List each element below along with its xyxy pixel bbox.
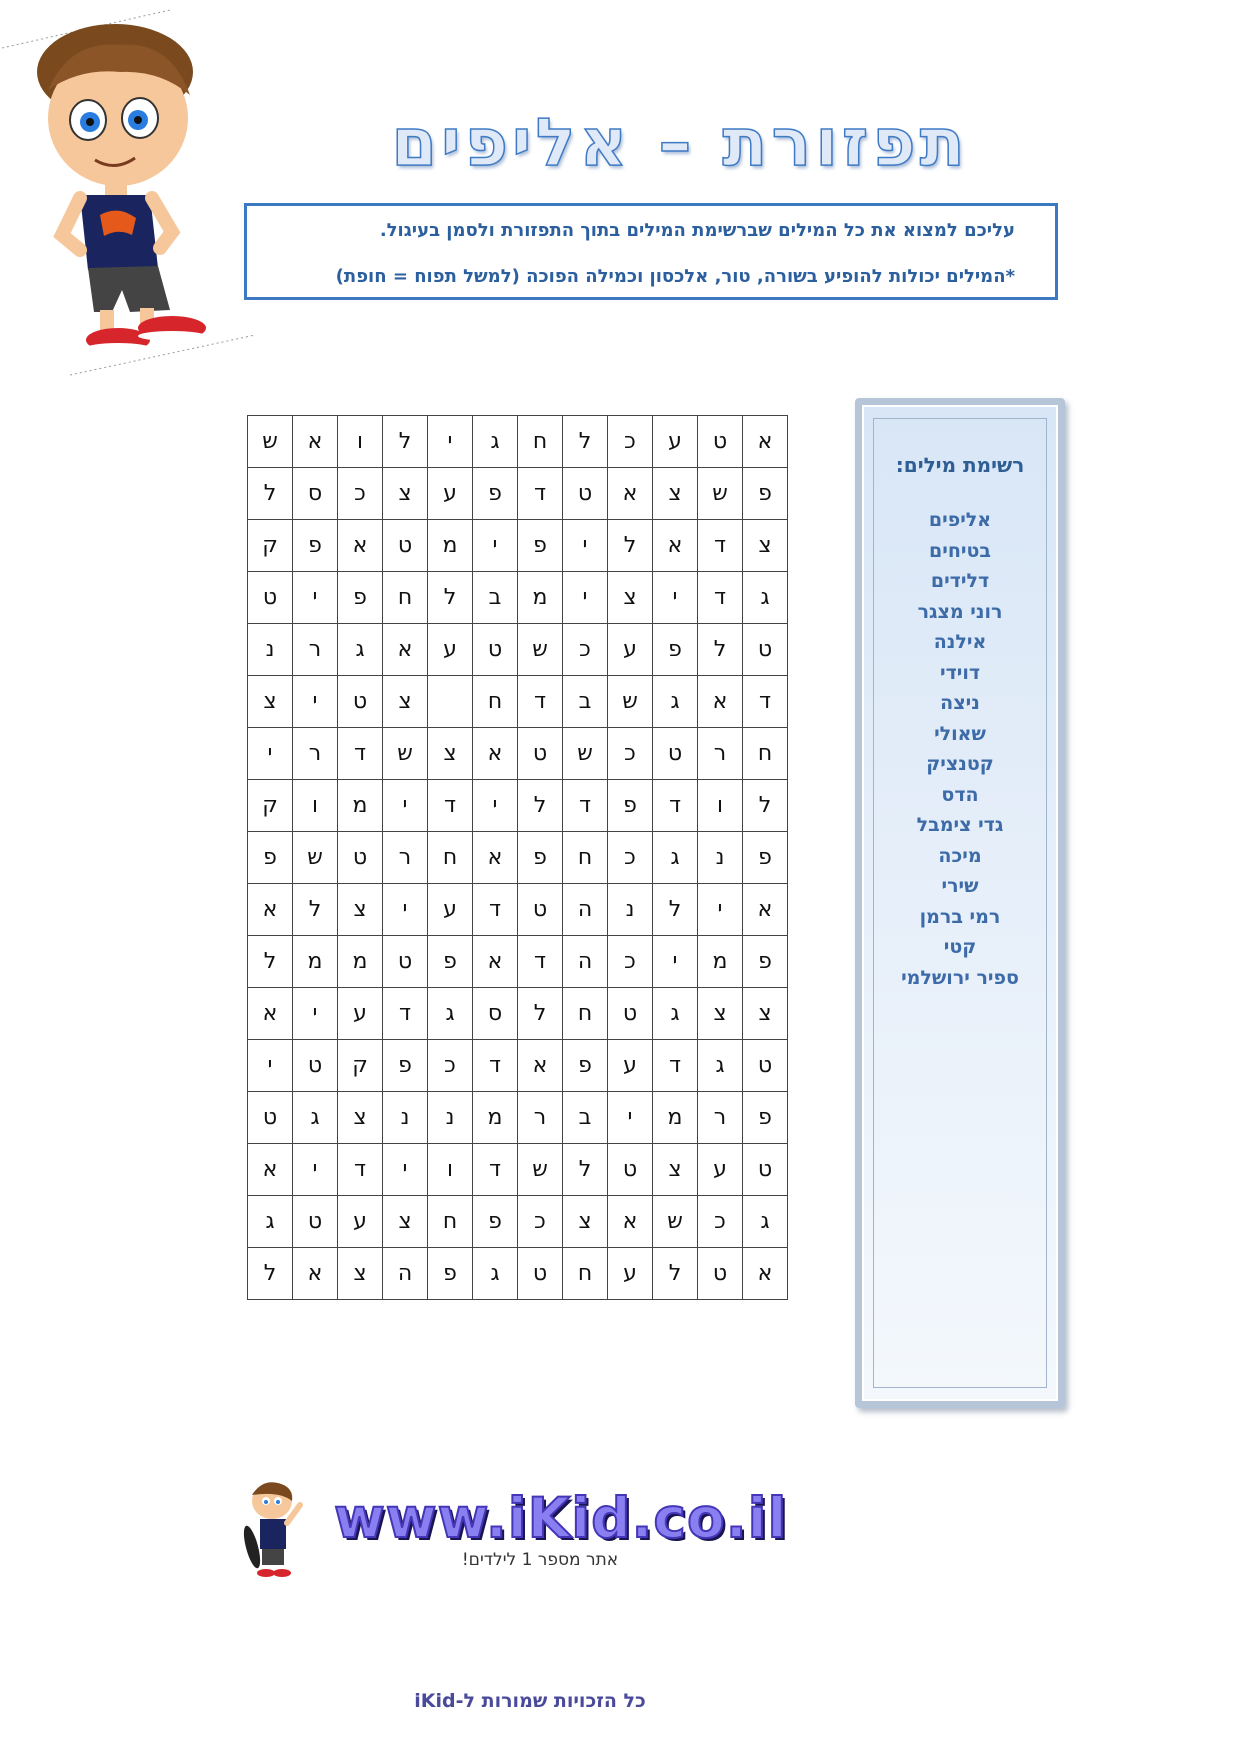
grid-cell[interactable]: ט [248, 1092, 293, 1144]
grid-cell[interactable]: ט [743, 1040, 788, 1092]
grid-cell[interactable]: א [293, 1248, 338, 1300]
grid-cell[interactable]: ח [428, 1196, 473, 1248]
grid-row [248, 728, 788, 780]
grid-cell[interactable]: ע [653, 416, 698, 468]
word-list-item: ניצה [940, 692, 980, 714]
grid-cell[interactable]: ו [293, 780, 338, 832]
grid-cell[interactable]: צ [383, 468, 428, 520]
grid-cell[interactable]: ה [383, 1248, 428, 1300]
grid-cell[interactable]: פ [563, 1040, 608, 1092]
grid-cell[interactable]: פ [518, 832, 563, 884]
instructions-box [244, 203, 1058, 300]
grid-cell[interactable]: ט [338, 676, 383, 728]
grid-cell[interactable]: ל [248, 468, 293, 520]
grid-cell[interactable]: ד [338, 1144, 383, 1196]
grid-cell[interactable]: ל [248, 1248, 293, 1300]
word-list-item: שאולי [934, 722, 986, 745]
grid-cell[interactable]: א [698, 676, 743, 728]
grid-cell[interactable]: ד [473, 1144, 518, 1196]
grid-cell[interactable]: כ [563, 624, 608, 676]
grid-cell[interactable]: כ [608, 728, 653, 780]
grid-cell[interactable]: ב [563, 676, 608, 728]
grid-cell[interactable]: ר [518, 1092, 563, 1144]
grid-cell[interactable]: פ [608, 780, 653, 832]
word-list-item: דוידי [939, 661, 981, 684]
grid-cell[interactable]: י [698, 884, 743, 936]
grid-cell[interactable]: ש [608, 676, 653, 728]
grid-row [248, 572, 788, 624]
page-title: תפזורת – אליפים [391, 104, 969, 181]
grid-cell[interactable]: ד [473, 1040, 518, 1092]
grid-cell[interactable]: ש [518, 1144, 563, 1196]
grid-cell[interactable]: ל [653, 1248, 698, 1300]
grid-cell[interactable]: ש [518, 624, 563, 676]
grid-cell[interactable]: ד [563, 780, 608, 832]
grid-cell[interactable]: פ [383, 1040, 428, 1092]
grid-cell[interactable]: צ [743, 520, 788, 572]
grid-cell[interactable]: ט [608, 1144, 653, 1196]
grid-cell[interactable]: ד [473, 884, 518, 936]
grid-cell[interactable]: כ [608, 832, 653, 884]
grid-row [248, 780, 788, 832]
grid-cell[interactable]: כ [608, 936, 653, 988]
grid-cell[interactable]: ג [653, 988, 698, 1040]
grid-cell[interactable]: ט [293, 1040, 338, 1092]
grid-cell[interactable]: כ [698, 1196, 743, 1248]
grid-cell[interactable]: ג [338, 624, 383, 676]
instruction-line-2: *המילים יכולות להופיע בשורה, טור, אלכסון וכמילה הפוכה (למשל תפוח = חופת) [335, 266, 1015, 287]
grid-cell[interactable]: צ [338, 1092, 383, 1144]
grid-cell[interactable]: י [428, 416, 473, 468]
grid-cell[interactable]: פ [743, 832, 788, 884]
grid-cell[interactable]: ס [473, 988, 518, 1040]
grid-cell[interactable]: מ [338, 780, 383, 832]
grid-cell[interactable]: ד [653, 1040, 698, 1092]
grid-cell[interactable]: י [293, 1144, 338, 1196]
grid-cell[interactable]: ו [428, 1144, 473, 1196]
word-list-item: אילנה [933, 631, 987, 653]
grid-cell[interactable]: ג [248, 1196, 293, 1248]
grid-cell[interactable]: י [383, 1144, 428, 1196]
grid-cell[interactable]: פ [473, 1196, 518, 1248]
grid-cell[interactable]: י [608, 1092, 653, 1144]
grid-row [248, 1144, 788, 1196]
grid-cell[interactable]: נ [608, 884, 653, 936]
grid-cell[interactable]: ל [518, 780, 563, 832]
grid-cell[interactable]: מ [518, 572, 563, 624]
word-list-item: הדס [941, 783, 979, 806]
grid-cell[interactable]: מ [473, 1092, 518, 1144]
grid-cell[interactable]: א [473, 832, 518, 884]
grid-cell[interactable]: ד [518, 676, 563, 728]
grid-cell[interactable]: ט [248, 572, 293, 624]
boy-illustration [0, 0, 260, 380]
grid-cell[interactable]: א [518, 1040, 563, 1092]
grid-cell[interactable]: ח [383, 572, 428, 624]
grid-row [248, 520, 788, 572]
grid-cell[interactable]: ד [653, 780, 698, 832]
grid-cell[interactable]: א [293, 416, 338, 468]
grid-cell[interactable]: ג [653, 676, 698, 728]
grid-cell[interactable]: י [383, 780, 428, 832]
grid-cell[interactable]: ח [563, 832, 608, 884]
grid-cell[interactable]: ע [608, 1248, 653, 1300]
grid-cell[interactable]: ט [293, 1196, 338, 1248]
grid-cell[interactable]: ח [743, 728, 788, 780]
grid-cell[interactable]: פ [428, 1248, 473, 1300]
grid-cell[interactable]: ד [518, 468, 563, 520]
grid-cell[interactable]: ל [563, 416, 608, 468]
grid-cell[interactable]: צ [608, 572, 653, 624]
grid-cell[interactable]: ד [428, 780, 473, 832]
grid-cell[interactable]: צ [338, 884, 383, 936]
grid-cell[interactable]: ל [608, 520, 653, 572]
grid-cell[interactable]: ג [428, 988, 473, 1040]
grid-cell[interactable]: כ [518, 1196, 563, 1248]
grid-cell[interactable]: ט [518, 728, 563, 780]
grid-row [248, 1040, 788, 1092]
grid-row [248, 676, 788, 728]
word-list-item: מיכה [938, 844, 982, 867]
grid-cell[interactable]: ג [698, 1040, 743, 1092]
grid-cell[interactable]: פ [248, 832, 293, 884]
grid-cell[interactable]: ש [248, 416, 293, 468]
grid-cell[interactable]: צ [563, 1196, 608, 1248]
grid-cell[interactable]: ס [293, 468, 338, 520]
grid-cell[interactable]: צ [653, 468, 698, 520]
grid-cell[interactable]: ד [743, 676, 788, 728]
grid-cell[interactable]: ג [743, 572, 788, 624]
grid-cell[interactable]: ט [518, 1248, 563, 1300]
grid-cell[interactable]: ח [518, 416, 563, 468]
ikid-tagline: אתר מספר 1 לילדים! [461, 1550, 619, 1570]
grid-cell[interactable]: ל [518, 988, 563, 1040]
grid-cell[interactable]: פ [338, 572, 383, 624]
grid-cell[interactable]: א [248, 988, 293, 1040]
grid-row [248, 416, 788, 468]
grid-cell[interactable]: א [653, 520, 698, 572]
grid-cell[interactable]: כ [338, 468, 383, 520]
grid-cell[interactable]: ש [383, 728, 428, 780]
grid-cell[interactable]: ק [248, 780, 293, 832]
word-list-item: שירי [941, 875, 979, 897]
grid-cell[interactable]: ג [653, 832, 698, 884]
grid-cell[interactable]: י [563, 520, 608, 572]
word-list-item: רמי ברמן [919, 905, 1001, 928]
ikid-mascot-icon [232, 1477, 307, 1582]
instruction-line-1: עליכם למצוא את כל המילים שברשימת המילים בתוך התפזורת ולסמן בעיגול. [379, 220, 1015, 241]
grid-cell[interactable]: נ [698, 832, 743, 884]
grid-cell[interactable]: ע [428, 884, 473, 936]
grid-cell[interactable]: צ [743, 988, 788, 1040]
grid-cell[interactable]: ד [383, 988, 428, 1040]
grid-cell[interactable]: ח [563, 988, 608, 1040]
word-list-title: רשימת מילים: [895, 453, 1025, 477]
grid-cell[interactable]: ש [563, 728, 608, 780]
grid-cell[interactable]: ו [338, 416, 383, 468]
grid-cell[interactable]: ל [293, 884, 338, 936]
grid-cell[interactable]: י [473, 520, 518, 572]
grid-cell[interactable]: ח [428, 832, 473, 884]
word-list-panel [855, 398, 1065, 1408]
ikid-logo-text: www.iKid.co.il [334, 1486, 788, 1550]
grid-row [248, 832, 788, 884]
grid-cell[interactable]: ט [698, 1248, 743, 1300]
grid-cell[interactable]: י [293, 676, 338, 728]
word-list-item: קטנציק [926, 753, 994, 775]
grid-cell[interactable]: צ [338, 1248, 383, 1300]
grid-cell[interactable]: פ [473, 468, 518, 520]
grid-cell[interactable]: א [743, 416, 788, 468]
grid-cell[interactable]: י [653, 936, 698, 988]
grid-cell[interactable]: ל [428, 572, 473, 624]
grid-cell[interactable]: ד [518, 936, 563, 988]
grid-cell[interactable]: ל [653, 884, 698, 936]
grid-cell[interactable]: ש [698, 468, 743, 520]
grid-cell[interactable]: ג [473, 1248, 518, 1300]
grid-cell[interactable]: פ [518, 520, 563, 572]
grid-cell[interactable]: י [293, 988, 338, 1040]
grid-row [248, 624, 788, 676]
grid-cell[interactable]: ל [383, 416, 428, 468]
grid-cell[interactable]: כ [608, 416, 653, 468]
grid-cell[interactable]: מ [698, 936, 743, 988]
grid-cell[interactable]: נ [383, 1092, 428, 1144]
grid-cell[interactable]: נ [428, 1092, 473, 1144]
grid-cell[interactable]: ג [473, 416, 518, 468]
grid-cell[interactable]: א [248, 884, 293, 936]
grid-cell[interactable]: מ [293, 936, 338, 988]
grid-cell[interactable]: פ [653, 624, 698, 676]
grid-cell[interactable]: ה [563, 936, 608, 988]
grid-cell[interactable]: ה [563, 884, 608, 936]
grid-cell[interactable]: ע [608, 1040, 653, 1092]
grid-cell[interactable]: מ [653, 1092, 698, 1144]
word-list [862, 505, 1058, 993]
grid-cell[interactable]: צ [698, 988, 743, 1040]
grid-cell[interactable]: ט [653, 728, 698, 780]
grid-cell[interactable]: א [338, 520, 383, 572]
grid-cell[interactable]: ר [293, 624, 338, 676]
grid-cell[interactable]: ט [608, 988, 653, 1040]
grid-cell[interactable]: צ [428, 728, 473, 780]
grid-row [248, 1196, 788, 1248]
grid-cell[interactable]: ל [563, 1144, 608, 1196]
grid-cell[interactable]: ד [698, 572, 743, 624]
copyright-notice: כל הזכויות שמורות ל-iKid [414, 1690, 646, 1712]
grid-cell[interactable]: ט [338, 832, 383, 884]
grid-row [248, 1092, 788, 1144]
grid-cell[interactable]: ל [743, 780, 788, 832]
grid-cell[interactable]: י [293, 572, 338, 624]
grid-cell[interactable]: ו [698, 780, 743, 832]
grid-cell[interactable]: ט [743, 624, 788, 676]
grid-cell[interactable]: י [248, 728, 293, 780]
word-list-item: ספיר ירושלמי [901, 966, 1019, 989]
grid-cell[interactable]: ט [383, 520, 428, 572]
grid-cell[interactable]: צ [383, 676, 428, 728]
word-list-item: רוני מצגר [917, 600, 1003, 623]
grid-cell[interactable]: צ [248, 676, 293, 728]
grid-cell[interactable]: ט [563, 468, 608, 520]
grid-cell[interactable]: ע [338, 988, 383, 1040]
grid-row [248, 936, 788, 988]
grid-cell[interactable]: כ [428, 1040, 473, 1092]
grid-cell[interactable]: פ [743, 936, 788, 988]
grid-cell[interactable]: ש [653, 1196, 698, 1248]
grid-cell[interactable]: ע [338, 1196, 383, 1248]
grid-cell[interactable]: ש [293, 832, 338, 884]
grid-cell[interactable]: ל [248, 936, 293, 988]
grid-cell[interactable]: א [608, 1196, 653, 1248]
grid-cell[interactable]: פ [743, 468, 788, 520]
grid-row [248, 468, 788, 520]
grid-cell[interactable]: ט [518, 884, 563, 936]
grid-cell[interactable]: ד [698, 520, 743, 572]
grid-cell[interactable]: פ [293, 520, 338, 572]
grid-cell[interactable]: י [248, 1040, 293, 1092]
grid-cell[interactable]: ב [563, 1092, 608, 1144]
grid-row [248, 1248, 788, 1300]
grid-cell[interactable]: א [473, 728, 518, 780]
grid-cell[interactable]: י [563, 572, 608, 624]
grid-cell[interactable]: ע [428, 624, 473, 676]
grid-cell[interactable]: א [743, 884, 788, 936]
grid-cell[interactable]: א [608, 468, 653, 520]
grid-cell[interactable]: ט [743, 1144, 788, 1196]
grid-cell[interactable]: ר [293, 728, 338, 780]
grid-cell[interactable]: מ [428, 520, 473, 572]
grid-row [248, 988, 788, 1040]
grid-cell[interactable]: פ [428, 936, 473, 988]
grid-cell[interactable]: ר [698, 1092, 743, 1144]
word-list-item: קטי [943, 936, 977, 958]
grid-cell[interactable]: ק [248, 520, 293, 572]
word-list-item: בטיחים [929, 539, 991, 562]
grid-cell[interactable]: י [653, 572, 698, 624]
grid-cell[interactable]: ט [698, 416, 743, 468]
grid-cell[interactable]: ע [698, 1144, 743, 1196]
grid-cell[interactable]: א [248, 1144, 293, 1196]
word-list-item: דלידים [930, 570, 990, 592]
grid-cell[interactable]: ל [698, 624, 743, 676]
grid-cell[interactable]: י [383, 884, 428, 936]
grid-cell[interactable]: ח [563, 1248, 608, 1300]
grid-cell[interactable]: ח [473, 676, 518, 728]
word-list-item: גדי צימבל [916, 814, 1004, 836]
grid-cell[interactable]: ע [428, 468, 473, 520]
grid-cell[interactable]: נ [248, 624, 293, 676]
grid-cell[interactable]: ע [608, 624, 653, 676]
grid-cell[interactable]: מ [338, 936, 383, 988]
grid-cell[interactable]: ט [383, 936, 428, 988]
grid-cell[interactable]: צ [653, 1144, 698, 1196]
grid-cell[interactable] [428, 676, 473, 728]
grid-cell[interactable]: ב [473, 572, 518, 624]
grid-cell[interactable]: פ [743, 1092, 788, 1144]
grid-cell[interactable]: ד [338, 728, 383, 780]
grid-cell[interactable]: ט [473, 624, 518, 676]
grid-row [248, 884, 788, 936]
grid-cell[interactable]: ג [293, 1092, 338, 1144]
grid-cell[interactable]: צ [383, 1196, 428, 1248]
grid-cell[interactable]: א [743, 1248, 788, 1300]
grid-cell[interactable]: ר [698, 728, 743, 780]
word-list-item: אליפים [928, 509, 992, 531]
letter-grid [247, 415, 788, 1300]
grid-cell[interactable]: ר [383, 832, 428, 884]
grid-cell[interactable]: א [473, 936, 518, 988]
grid-cell[interactable]: ק [338, 1040, 383, 1092]
grid-cell[interactable]: ג [743, 1196, 788, 1248]
grid-cell[interactable]: א [383, 624, 428, 676]
grid-cell[interactable]: י [473, 780, 518, 832]
